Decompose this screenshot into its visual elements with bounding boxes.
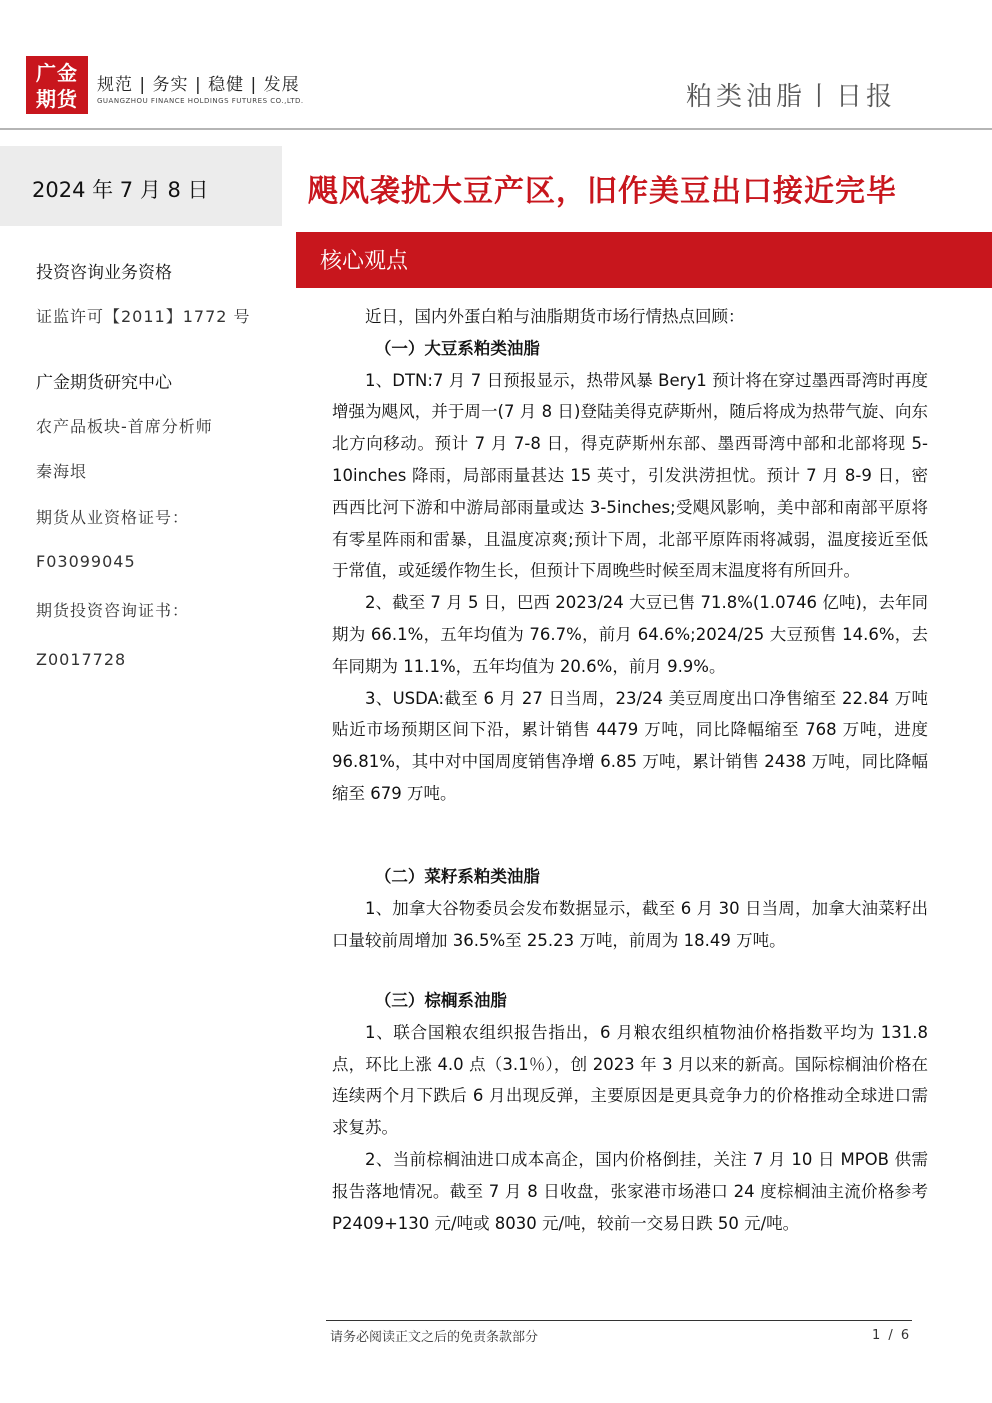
advisory-number: Z0017728: [36, 650, 127, 669]
rapeseed-paragraph-1: 1、加拿大谷物委员会发布数据显示，截至 6 月 30 日当周，加拿大油菜籽出口量较前周增加 36.5%至 25.23 万吨，前周为 18.49 万吨。: [332, 898, 928, 950]
intro-paragraph: 近日，国内外蛋白粕与油脂期货市场行情热点回顾：: [365, 307, 745, 326]
soy-paragraph-2: 2、截至 7 月 5 日，巴西 2023/24 大豆已售 71.8%(1.0746 亿吨)，去年同期为 66.1%，五年均值为 76.7%，前月 64.6%;2024/25 大豆预售 14.6%，去年同期为 11.1%，五年均值为 20.6%，前月 9.9%。: [332, 593, 928, 676]
report-type: 粕类油脂丨日报: [685, 82, 896, 112]
report-date: 2024 年 7 月 8 日: [32, 178, 209, 202]
logo-line-1: 广金: [36, 61, 78, 85]
palm-paragraph-1: 1、联合国粮农组织报告指出，6 月粮农组织植物油价格指数平均为 131.8 点，环比上涨 4.0 点（3.1％），创 2023 年 3 月以来的新高。国际棕榈油价格在连续两个月下跌后 6 月出现反弹，主要原因是更具竞争力的价格推动全球进口需求复苏。: [332, 1022, 928, 1138]
qualification-label: 投资咨询业务资格: [36, 263, 172, 283]
soy-paragraph-3: 3、USDA:截至 6 月 27 日当周，23/24 美豆周度出口净售缩至 22.84 万吨贴近市场预期区间下沿，累计销售 4479 万吨，同比降幅缩至 768 万吨，进度 96.81%，其中对中国周度销售净增 6.85 万吨，累计销售 2438 万吨，同比降幅缩至 679 万吨。: [332, 688, 928, 803]
body-part-1: [332, 301, 928, 810]
palm-paragraph-2: 2、当前棕榈油进口成本高企，国内价格倒挂，关注 7 月 10 日 MPOB 供需报告落地情况。截至 7 月 8 日收盘，张家港市场港口 24 度棕榈油主流价格参考 P2409+130 元/吨或 8030 元/吨，较前一交易日跌 50 元/吨。: [332, 1149, 928, 1233]
cert-label: 期货从业资格证号：: [36, 508, 190, 527]
soy-paragraph-1: 1、DTN:7 月 7 日预报显示，热带风暴 Bery1 预计将在穿过墨西哥湾时再度增强为飓风，并于周一(7 月 8 日)登陆美得克萨斯州，随后将成为热带气旋、向东北方向移动。预计 7 月 7-8 日，得克萨斯州东部、墨西哥湾中部和北部将现 5-10inches 降雨，局部雨量甚达 15 英寸，引发洪涝担忧。预计 7 月 8-9 日，密西西比河下游和中游局部雨量或达 3-5inches;受飓风影响，美中部和南部平原将有零星阵雨和雷暴，且温度凉爽;预计下周，北部平原阵雨将减弱，温度接近至低于常值，或延缓作物生长，但预计下周晚些时候至周末温度将有所回升。: [332, 370, 928, 581]
subsection-title-soy: （一）大豆系粕类油脂: [374, 338, 540, 358]
company-english-name: GUANGZHOU FINANCE HOLDINGS FUTURES CO.,LTD.: [97, 97, 304, 105]
header-divider: [0, 128, 992, 130]
body-part-3: [332, 985, 928, 1239]
body-part-2: [332, 861, 928, 956]
footer-divider: [326, 1320, 912, 1321]
cert-number: F03099045: [36, 552, 136, 571]
license-number: 证监许可【2011】1772 号: [36, 307, 251, 326]
analyst-name: 秦海垠: [36, 462, 88, 481]
section-heading-bar: [296, 232, 992, 288]
advisory-label: 期货投资咨询证书：: [36, 601, 190, 620]
report-title: 飓风袭扰大豆产区，旧作美豆出口接近完毕: [308, 174, 897, 209]
company-slogan: 规范 | 务实 | 稳健 | 发展: [97, 75, 300, 95]
company-logo: [26, 56, 88, 114]
subsection-title-rapeseed: （二）菜籽系粕类油脂: [374, 867, 540, 886]
subsection-title-palm: （三）棕榈系油脂: [374, 991, 507, 1010]
page-number: 1 / 6: [872, 1328, 912, 1343]
research-center: 广金期货研究中心: [36, 373, 172, 393]
disclaimer-note: 请务必阅读正文之后的免责条款部分: [330, 1330, 539, 1345]
logo-line-2: 期货: [36, 87, 78, 111]
section-heading: 核心观点: [320, 249, 409, 274]
analyst-title: 农产品板块-首席分析师: [36, 417, 213, 436]
